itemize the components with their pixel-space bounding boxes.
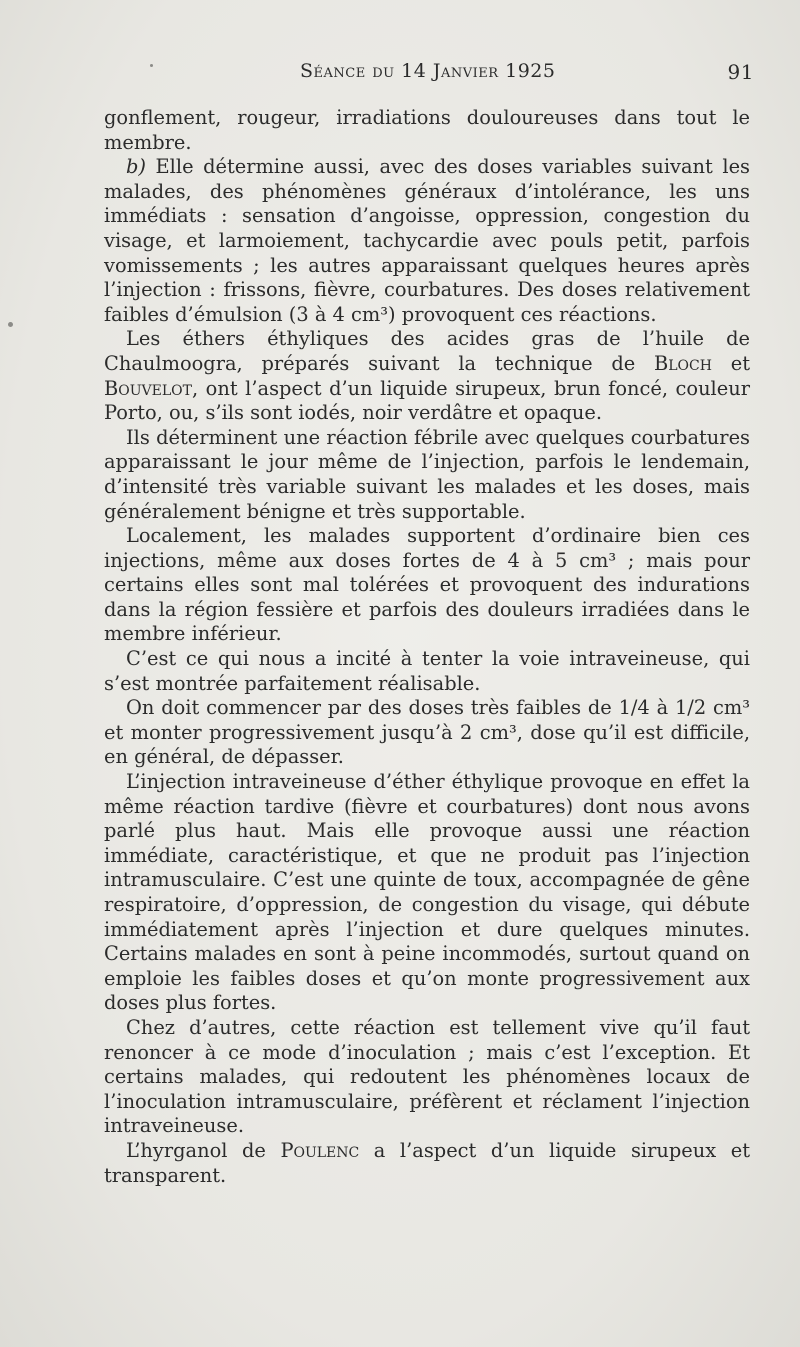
paragraph (104, 647, 750, 696)
paragraph (104, 426, 750, 524)
paragraph-text: C’est ce qui nous a incité à tenter la voie intraveineuse, qui s’est montrée parfaitement réalisable. (104, 647, 750, 695)
list-marker: b) (126, 155, 146, 179)
paragraph-text: Chez d’autres, cette réaction est tellement vive qu’il faut renoncer à ce mode d’inoculation ; mais c’est l’exception. Et certains malades, qui redoutent les phénomènes locaux de l’inoculation intramusculaire, préfèrent et réclament l’injection intraveineuse. (104, 1015, 750, 1138)
paragraph (104, 1139, 750, 1188)
paragraph-text: Ils déterminent une réaction fébrile avec quelques courbatures apparaissant le jour même de l’injection, parfois le lendemain, d’intensité très variable suivant les malades et les doses, mais généralement bénigne et très supportable. (104, 425, 750, 523)
paragraph-text: a l’aspect d’un liquide sirupeux et transparent. (104, 1138, 750, 1187)
paragraph (104, 770, 750, 1016)
paragraph (104, 696, 750, 770)
paragraph-text: , ont l’aspect d’un liquide sirupeux, brun foncé, couleur Porto, ou, s’ils sont iodés, noir verdâtre et opaque. (104, 376, 750, 425)
paragraph (104, 1016, 750, 1139)
paragraph-text: L’injection intraveineuse d’éther éthylique provoque en effet la même réaction tardive (fièvre et courbatures) dont nous avons parlé plus haut. Mais elle provoque aussi une réaction immédiate, caractéristique, et que ne produit pas l’injection intramusculaire. C’est une quinte de toux, accompagnée de gêne respiratoire, d’oppression, de congestion du visage, qui débute immédiatement après l’injection et dure quelques minutes. Certains malades en sont à peine incommodés, surtout quand on emploie les faibles doses et qu’on monte progressivement aux doses plus fortes. (104, 770, 750, 1015)
paragraph-text: Elle détermine aussi, avec des doses variables suivant les malades, des phénomènes généraux d’intolérance, les uns immédiats : sensation d’angoisse, oppression, congestion du visage, et larmoiement, tachycardie avec pouls petit, parfois vomissements ; les autres apparaissant quelques heures après l’injection : frissons, fièvre, courbatures. Des doses relativement faibles d’émulsion (3 à 4 cm³) provoquent ces réactions. (104, 155, 750, 326)
running-title: Séance du 14 Janvier 1925 (300, 60, 556, 82)
body-text (104, 106, 750, 1188)
paragraph-text: On doit commencer par des doses très faibles de 1/4 à 1/2 cm³ et monter progressivement jusqu’à 2 cm³, dose qu’il est difficile, en général, de dépasser. (104, 696, 750, 769)
paragraph (104, 106, 750, 155)
paragraph (104, 327, 750, 425)
paragraph (104, 524, 750, 647)
paragraph-text: Localement, les malades supportent d’ordinaire bien ces injections, même aux doses fortes de 4 à 5 cm³ ; mais pour certains elles sont mal tolérées et provoquent des indurations dans la région fessière et parfois des douleurs irradiées dans le membre inférieur. (104, 524, 750, 646)
manufacturer-name: Poulenc (280, 1138, 360, 1162)
author-name: Bouvelot (104, 376, 192, 400)
running-header (104, 60, 754, 90)
page-number: 91 (727, 60, 754, 84)
margin-speck (8, 322, 13, 327)
paragraph-text: L’hyrganol de (126, 1138, 281, 1162)
author-name: Bloch (654, 351, 712, 375)
paragraph-text: et (711, 351, 751, 375)
paragraph-text: gonflement, rougeur, irradiations douloureuses dans tout le membre. (104, 106, 750, 154)
paragraph-text: Les éthers éthyliques des acides gras de l’huile de Chaulmoogra, préparés suivant la technique de (104, 327, 750, 375)
paragraph (104, 155, 750, 327)
